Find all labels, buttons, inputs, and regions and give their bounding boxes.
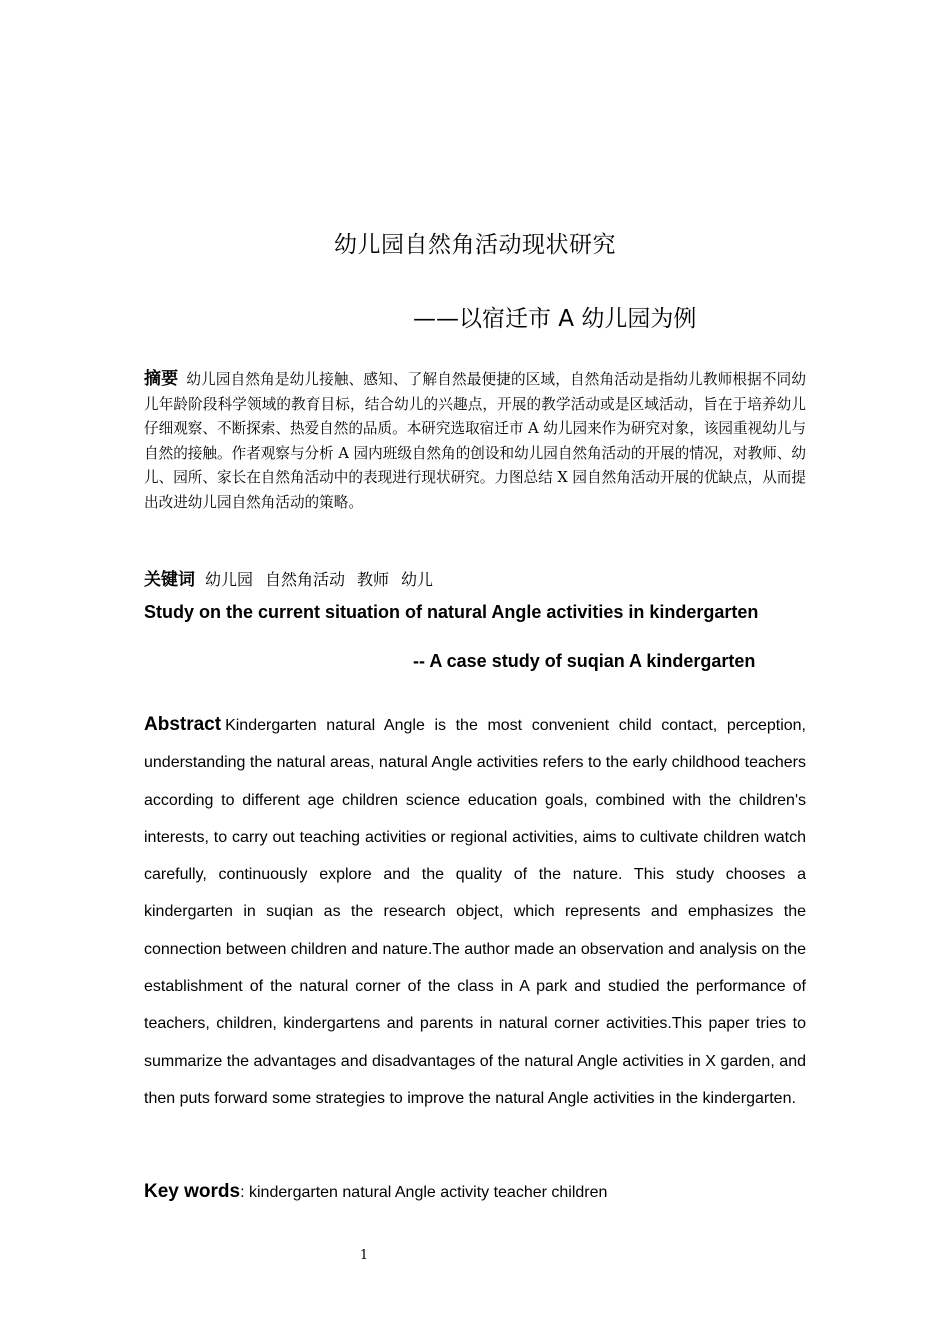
page-number: 1 <box>359 1248 369 1263</box>
chinese-keyword: 幼儿园 <box>205 570 254 589</box>
english-abstract-text: Kindergarten natural Angle is the most convenient child contact, perception, understanding the natural areas, natural Angle activities refers to the early childhood teachers according to different age children science education goals, combined with the children's interests, to carry out teaching activities or regional activities, aims to cultivate children watch carefully, continuously explore and the quality of the nature. This study chooses a kindergarten in suqian as the research object, which represents and emphasizes the connection between children and nature.The author made an observation and analysis on the establishment of the natural corner of the class in A park and studied the performance of teachers, children, kindergartens and parents in natural corner activities.This paper tries to summarize the advantages and disadvantages of the natural Angle activities in X garden, and then puts forward some strategies to improve the natural Angle activities in the kindergarten. <box>144 717 806 1107</box>
english-abstract <box>144 706 806 1117</box>
chinese-keyword: 教师 <box>357 570 390 589</box>
chinese-subtitle: ——以宿迁市 A 幼儿园为例 <box>413 306 697 332</box>
chinese-title: 幼儿园自然角活动现状研究 <box>334 232 616 258</box>
chinese-keyword: 幼儿 <box>401 570 434 589</box>
chinese-keywords <box>144 565 445 590</box>
english-title: Study on the current situation of natural Angle activities in kindergarten <box>144 602 759 622</box>
english-keywords-label: Key words <box>144 1181 241 1202</box>
english-abstract-label: Abstract <box>144 714 222 735</box>
english-keywords <box>144 1181 607 1203</box>
english-subtitle: -- A case study of suqian A kindergarten <box>413 651 756 671</box>
english-keywords-separator: : <box>240 1184 245 1201</box>
chinese-keywords-label: 关键词 <box>144 570 195 590</box>
chinese-abstract-label: 摘要 <box>144 369 179 389</box>
chinese-abstract-text: 幼儿园自然角是幼儿接触、感知、了解自然最便捷的区域，自然角活动是指幼儿教师根据不同幼儿年龄阶段科学领域的教育目标，结合幼儿的兴趣点，开展的教学活动或是区域活动，旨在于培养幼儿仔细观察、不断探索、热爱自然的品质。本研究选取宿迁市 A 幼儿园来作为研究对象，该园重视幼儿与自然的接触。作者观察与分析 A 园内班级自然角的创设和幼儿园自然角活动的开展的情况，对教师、幼儿、园所、家长在自然角活动中的表现进行现状研究。力图总结 X 园自然角活动开展的优缺点，从而提出改进幼儿园自然角活动的策略。 <box>144 371 806 511</box>
english-keywords-text: kindergarten natural Angle activity teacher children <box>249 1184 608 1201</box>
chinese-abstract <box>144 367 806 516</box>
chinese-keyword: 自然角活动 <box>265 570 346 589</box>
